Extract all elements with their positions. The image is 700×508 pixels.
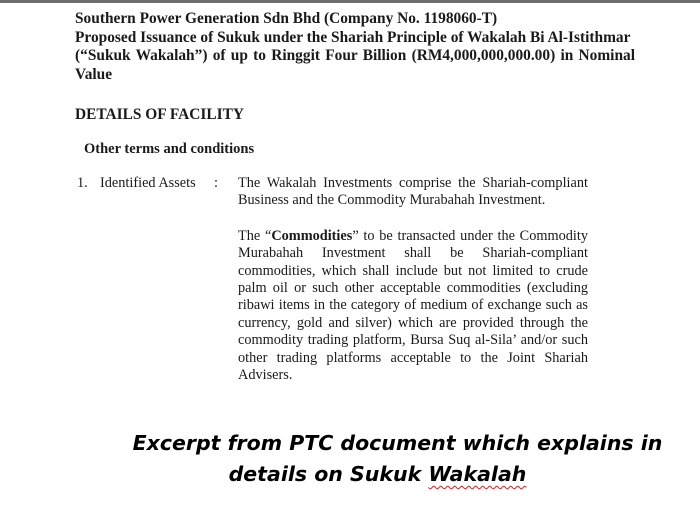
title-line: Proposed Issuance of Sukuk under the Shariah Principle of Wakalah Bi Al-Istithmar <box>75 28 631 46</box>
caption-line: Excerpt from PTC document which explains in <box>132 431 663 455</box>
spellcheck-flagged-word: Wakalah <box>428 462 527 486</box>
title-line: Value <box>75 65 113 83</box>
top-border-line <box>0 0 700 3</box>
paragraph-text: ” to be transacted under the Commodity Murabahah Investment shall be Shariah-compliant commodities, which shall include but not limited to crude palm oil or such other acceptable commodities (excluding ribawi items in the category of medium of exchange such as currency, gold and silver) which are provided through the commodity trading platform, Bursa Suq al-Sila’ and/or such other trading platforms acceptable to the Joint Shariah Advisers. <box>238 227 588 384</box>
document-title <box>75 10 635 84</box>
paragraph-text: The “ <box>238 227 272 244</box>
subsection-title: Other terms and conditions <box>84 141 255 157</box>
item-number: 1. <box>77 175 88 191</box>
caption <box>0 428 700 490</box>
caption-text: details on Sukuk <box>228 462 429 486</box>
bold-term: Commodities <box>271 227 353 244</box>
item-colon: : <box>214 175 218 191</box>
item-paragraph: The Wakalah Investments comprise the Shariah-compliant Business and the Commodity Murabahah Investment. <box>238 175 588 209</box>
item-label: Identified Assets <box>100 175 196 191</box>
document-header <box>75 10 635 84</box>
item-body <box>238 175 588 402</box>
section-title: DETAILS OF FACILITY <box>75 106 245 123</box>
title-line: (“Sukuk Wakalah”) of up to Ringgit Four Billion (RM4,000,000,000.00) in Nominal <box>75 47 635 64</box>
item-paragraph <box>238 228 588 385</box>
caption-line <box>0 459 700 490</box>
title-line: Southern Power Generation Sdn Bhd (Company No. 1198060-T) <box>75 10 498 27</box>
